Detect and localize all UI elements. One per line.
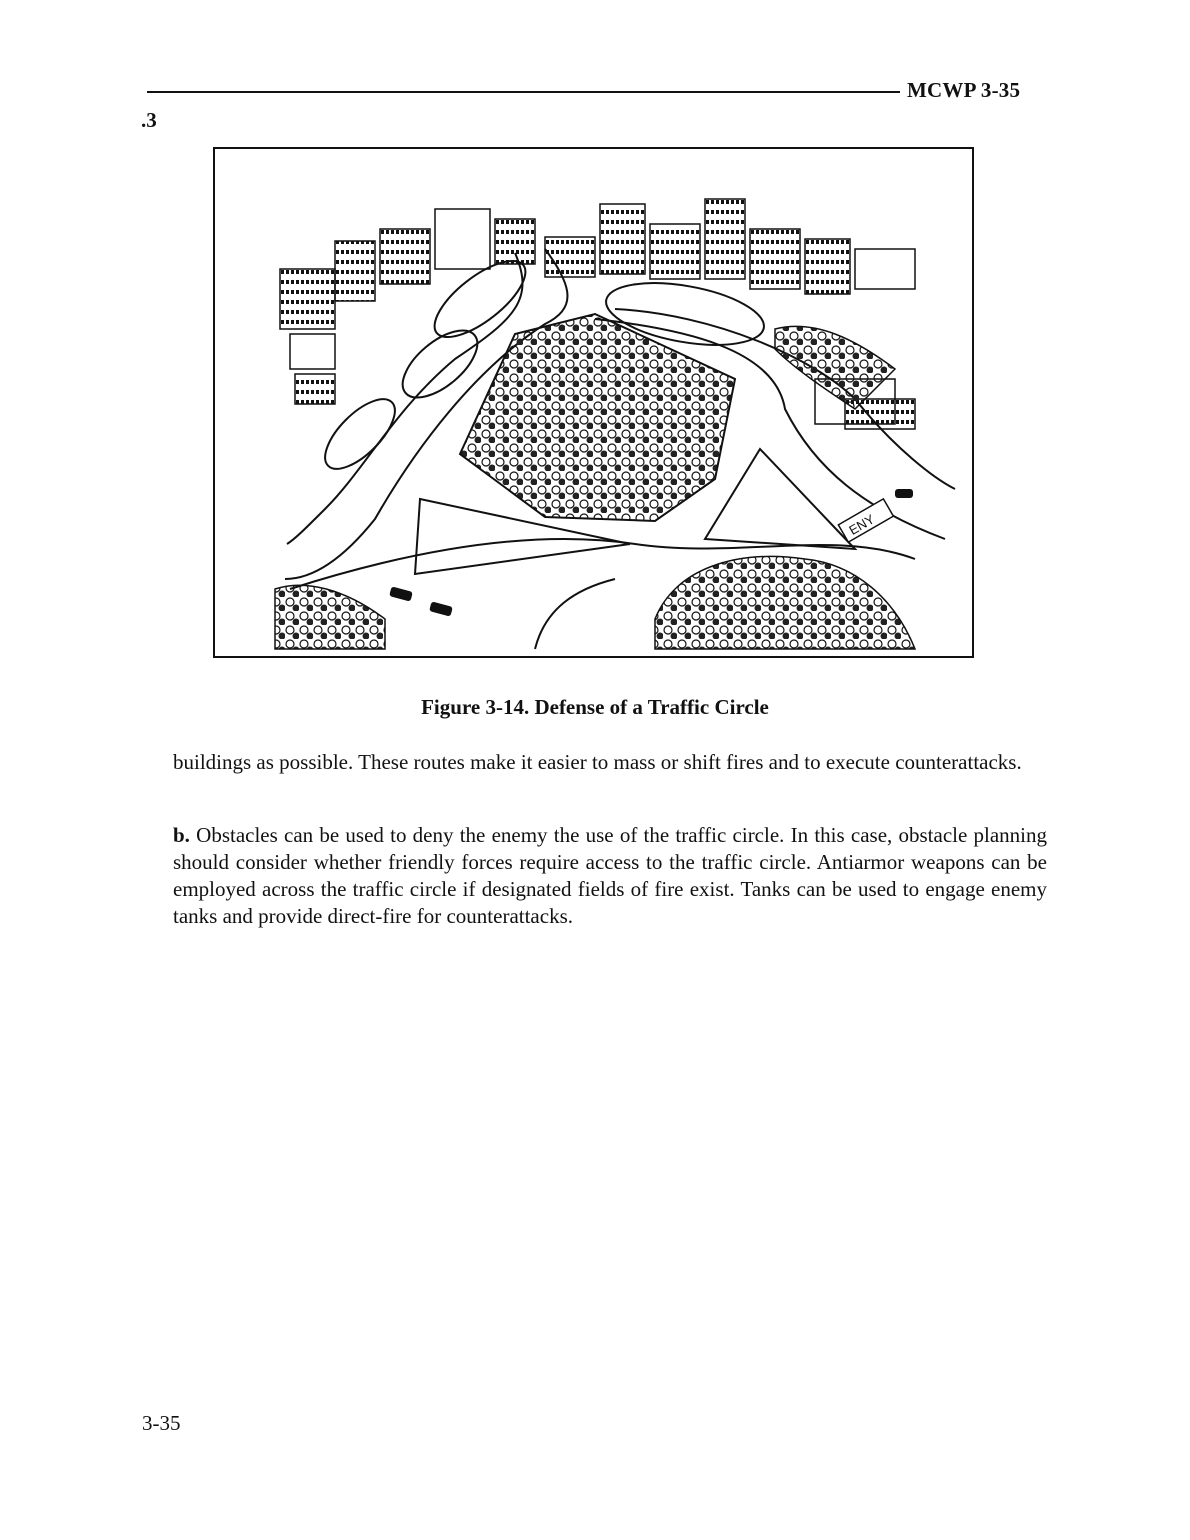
section-mark: .3 xyxy=(141,108,157,132)
paragraph-2-lead: b. xyxy=(173,823,190,847)
header-rule xyxy=(147,91,900,93)
paragraph-2 xyxy=(173,822,1047,930)
right-traffic-island xyxy=(705,449,855,549)
header-title: MCWP 3-35 xyxy=(907,78,1021,102)
enemy-sign-text: ENY xyxy=(846,511,878,538)
traffic-circle-park xyxy=(460,314,735,521)
paragraph-2-text: Obstacles can be used to deny the enemy the use of the traffic circle. In this case, obstacle planning should consider whether friendly forces require access to the traffic circle. Antiarmor weapons can be employed across the traffic circle if designated fields of fire exist. Tanks can be used to engage enemy tanks and provide direct-fire for counterattacks. xyxy=(173,823,1047,928)
traffic-circle-drawing xyxy=(215,149,972,656)
figure-illustration xyxy=(213,147,974,658)
enemy-sign xyxy=(838,499,893,542)
figure-caption: Figure 3-14. Defense of a Traffic Circle xyxy=(421,695,769,719)
paragraph-1: buildings as possible. These routes make it easier to mass or shift fires and to execute counterattacks. xyxy=(173,750,1022,774)
page-number: 3-35 xyxy=(142,1411,181,1435)
